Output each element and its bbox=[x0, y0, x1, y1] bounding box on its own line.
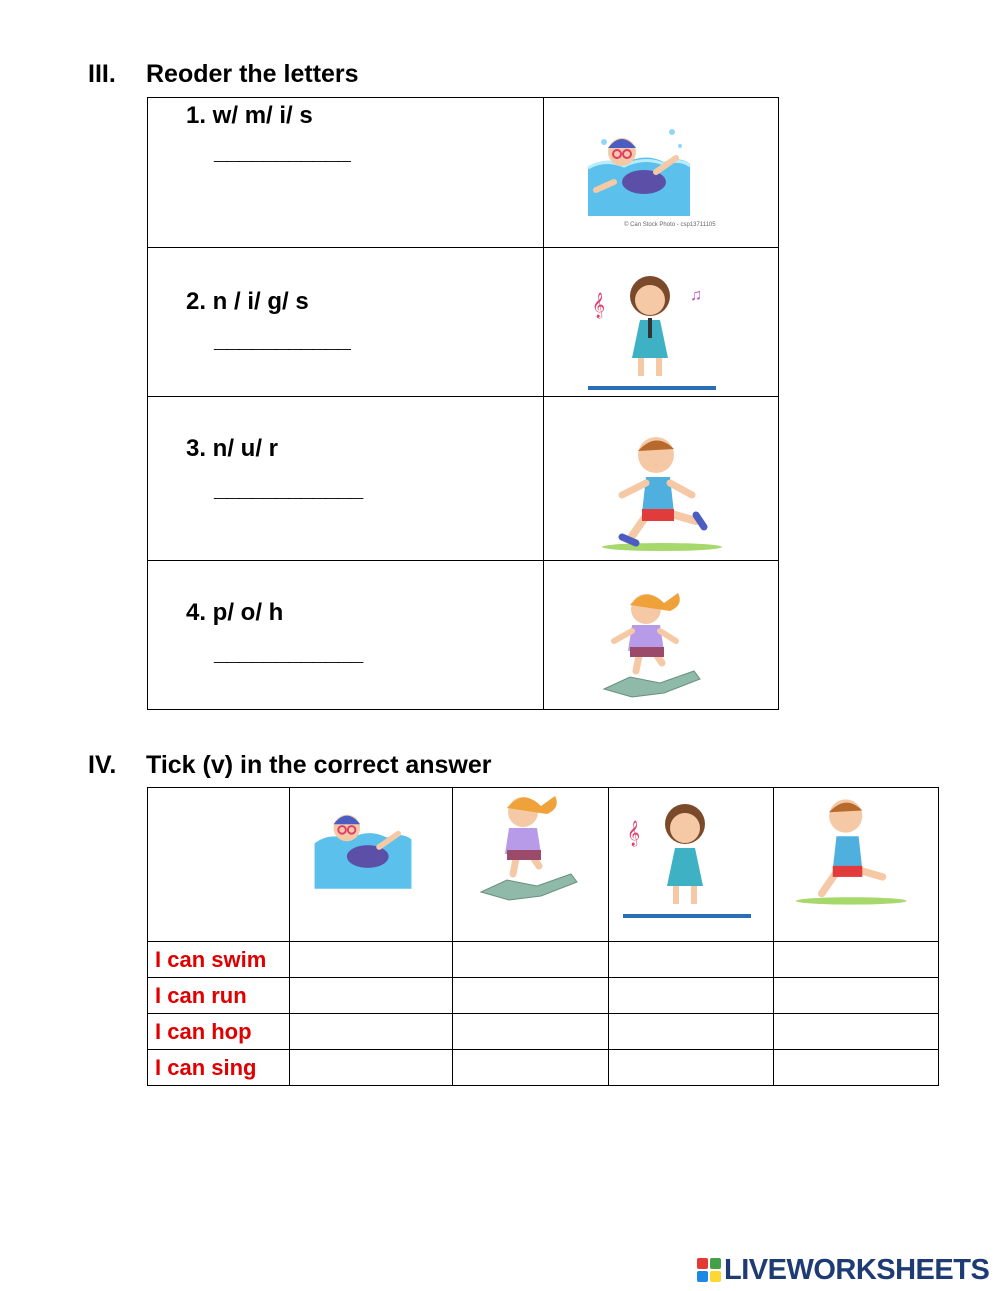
tick-cell[interactable] bbox=[290, 1014, 453, 1050]
question-cell-3 bbox=[148, 397, 544, 561]
tick-cell[interactable] bbox=[774, 942, 939, 978]
answer-blank-4[interactable]: ____________ bbox=[214, 639, 363, 666]
tick-cell[interactable] bbox=[453, 1050, 609, 1086]
answer-blank-2[interactable]: ___________ bbox=[214, 326, 350, 353]
tick-cell[interactable] bbox=[453, 978, 609, 1014]
corner-cell bbox=[148, 788, 290, 942]
picture-cell-1 bbox=[544, 98, 779, 248]
liveworksheets-logo bbox=[697, 1252, 989, 1288]
running-boy-picture bbox=[600, 429, 730, 559]
section-3-heading bbox=[88, 60, 359, 89]
row-label-run: I can run bbox=[148, 978, 290, 1014]
tick-cell[interactable] bbox=[609, 942, 774, 978]
answer-blank-3[interactable]: ____________ bbox=[214, 475, 363, 502]
row-label-sing: I can sing bbox=[148, 1050, 290, 1086]
svg-text:𝄞: 𝄞 bbox=[627, 820, 641, 845]
row-label-swim: I can swim bbox=[148, 942, 290, 978]
swimming-child-picture bbox=[584, 112, 716, 232]
question-cell-2 bbox=[148, 248, 544, 397]
section-4-title: Tick (v) in the correct answer bbox=[146, 751, 492, 779]
tick-cell[interactable] bbox=[774, 1050, 939, 1086]
reorder-table bbox=[147, 97, 779, 710]
answer-blank-1[interactable]: ___________ bbox=[214, 138, 350, 165]
header-picture-swim bbox=[290, 788, 453, 942]
picture-cell-2 bbox=[544, 248, 779, 397]
tick-cell[interactable] bbox=[774, 978, 939, 1014]
question-1: 1. w/ m/ i/ s bbox=[186, 102, 313, 129]
picture-cell-3 bbox=[544, 397, 779, 561]
hopscotch-girl-icon bbox=[477, 788, 587, 908]
section-3-number: III. bbox=[88, 60, 116, 88]
row-label-hop: I can hop bbox=[148, 1014, 290, 1050]
logo-mark-icon bbox=[697, 1258, 721, 1282]
header-picture-run bbox=[774, 788, 939, 942]
tick-cell[interactable] bbox=[609, 1014, 774, 1050]
tick-cell[interactable] bbox=[290, 978, 453, 1014]
tick-cell[interactable] bbox=[290, 1050, 453, 1086]
tick-table bbox=[147, 787, 939, 1086]
tick-cell[interactable] bbox=[609, 978, 774, 1014]
section-4-heading bbox=[88, 751, 492, 780]
header-picture-hop bbox=[453, 788, 609, 942]
svg-text:♫: ♫ bbox=[690, 287, 702, 304]
swimming-child-icon bbox=[298, 790, 428, 904]
running-boy-icon bbox=[794, 792, 914, 912]
question-4: 4. p/ o/ h bbox=[186, 599, 284, 626]
hopscotch-girl-picture bbox=[600, 585, 710, 705]
tick-cell[interactable] bbox=[453, 1014, 609, 1050]
section-3-title: Reoder the letters bbox=[146, 60, 359, 88]
question-cell-1 bbox=[148, 98, 544, 248]
svg-text:𝄞: 𝄞 bbox=[592, 292, 606, 317]
header-picture-sing bbox=[609, 788, 774, 942]
tick-cell[interactable] bbox=[453, 942, 609, 978]
question-cell-4 bbox=[148, 561, 544, 710]
logo-text: LIVEWORKSHEETS bbox=[724, 1253, 990, 1286]
tick-cell[interactable] bbox=[609, 1050, 774, 1086]
tick-cell[interactable] bbox=[774, 1014, 939, 1050]
question-2: 2. n / i/ g/ s bbox=[186, 288, 309, 315]
tick-cell[interactable] bbox=[290, 942, 453, 978]
picture-credit: © Can Stock Photo - csp13711105 bbox=[624, 222, 716, 228]
question-3: 3. n/ u/ r bbox=[186, 435, 279, 462]
singing-girl-picture bbox=[582, 262, 722, 392]
picture-cell-4 bbox=[544, 561, 779, 710]
singing-girl-icon bbox=[617, 790, 757, 920]
section-4-number: IV. bbox=[88, 751, 117, 779]
